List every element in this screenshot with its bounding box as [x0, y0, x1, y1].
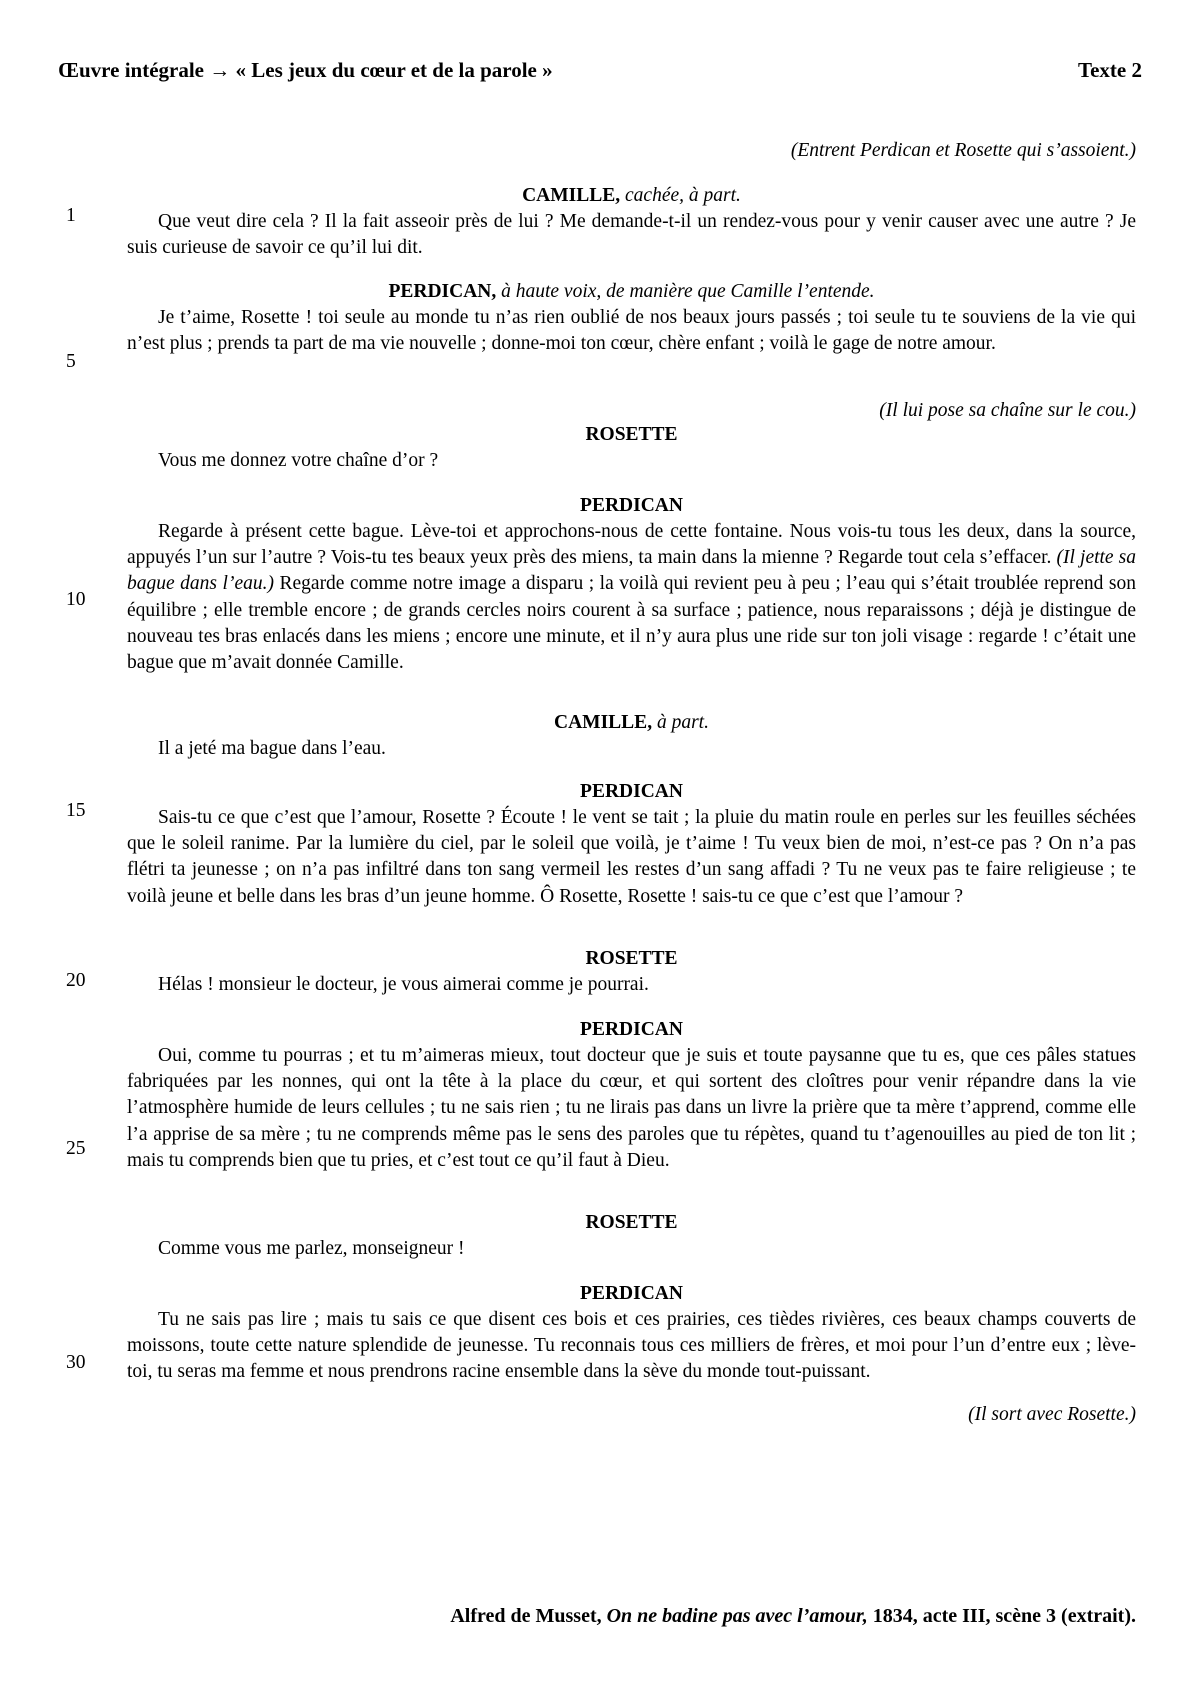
- source-work: On ne badine pas avec l’amour,: [606, 1605, 868, 1627]
- speaker-name: PERDICAN: [580, 1283, 683, 1304]
- speaker-name: ROSETTE: [585, 948, 678, 969]
- speaker-name: CAMILLE, cachée, à part.: [522, 185, 741, 206]
- line-number: 5: [66, 351, 76, 372]
- source-details: 1834, acte III, scène 3 (extrait).: [872, 1605, 1136, 1627]
- dialogue-text: Sais-tu ce que c’est que l’amour, Rosette ? Écoute ! le vent se tait ; la pluie du matin roule en perles sur les feuilles séchées que le soleil ranime. Par la lumière du ciel, par le soleil que voilà, je t’aime ! Tu veux bien de moi, n’est-ce pas ? On n’a pas flétri ta jeunesse ; on n’a pas infiltré dans ton sang vermeil les restes d’un sang affadi ? Tu ne veux pas te faire religieuse ; te voilà jeune et belle dans les bras d’un jeune homme. Ô Rosette, Rosette ! sais-tu ce que c’est que l’amour ?: [127, 807, 1136, 907]
- dialogue-block: [127, 279, 1136, 357]
- dialogue-text: Hélas ! monsieur le docteur, je vous aimerai comme je pourrai.: [158, 974, 649, 995]
- stage-direction: (Il sort avec Rosette.): [968, 1404, 1136, 1425]
- line-number: 1: [66, 205, 76, 226]
- stage-direction: (Entrent Perdican et Rosette qui s’assoient.): [790, 140, 1136, 161]
- line-number: 25: [66, 1138, 86, 1159]
- dialogue-text: Vous me donnez votre chaîne d’or ?: [158, 450, 439, 471]
- inline-stage-direction: (Il jette sa bague dans l’eau.): [127, 547, 1137, 595]
- dialogue-text: Que veut dire cela ? Il la fait asseoir près de lui ? Me demande-t-il un rendez-vous pour y venir causer avec une autre ? Je suis curieuse de savoir ce qu’il lui dit.: [127, 211, 1136, 259]
- source-author: Alfred de Musset,: [450, 1605, 602, 1627]
- speaker-name: ROSETTE: [585, 1212, 678, 1233]
- dialogue-text: Regarde à présent cette bague. Lève-toi et approchons-nous de cette fontaine. Nous vois-tu tous les deux, dans la source, appuyés l’un sur l’autre ? Vois-tu tes beaux yeux près des miens, ta main dans la mienne ? Regarde tout cela s’effacer. (Il jette sa bague dans l’eau.) Regarde comme notre image a disparu ; la voilà qui revient peu à peu ; l’eau qui s’était troublée reprend son équilibre ; elle tremble encore ; de grands cercles noirs courent à sa surface ; patience, nous reparaissons ; déjà je distingue de nouveau tes bras enlacés dans les miens ; encore une minute, et il n’y aura plus une ride sur ton joli visage : regarde ! c’était une bague que m’avait donnée Camille.: [127, 521, 1137, 674]
- page-title: Œuvre intégrale → « Les jeux du cœur et de la parole »: [58, 58, 553, 82]
- speaker-name: PERDICAN: [580, 495, 683, 516]
- speaker-name: PERDICAN: [580, 781, 683, 802]
- line-number: 30: [66, 1352, 86, 1373]
- source-citation: [450, 1605, 1136, 1628]
- dialogue-block: [127, 779, 1136, 910]
- dialogue-text: Comme vous me parlez, monseigneur !: [158, 1238, 465, 1259]
- dialogue-block: [127, 1017, 1136, 1174]
- dialogue-text: Oui, comme tu pourras ; et tu m’aimeras mieux, tout docteur que je suis et toute paysanne que tu es, que ces pâles statues fabriquées par les nonnes, qui ont la tête à la place du cœur, et qui sortent des cloîtres pour venir répandre dans la vie l’atmosphère humide de leurs cellules ; tu ne sais rien ; tu ne lirais pas dans un livre la prière que ta mère t’apprend, comme elle l’a apprise de sa mère ; tu ne comprends même pas le sens des paroles que tu répètes, quand tu t’agenouilles au pied de ton lit ; mais tu comprends bien que tu pries, et c’est tout ce qu’il faut à Dieu.: [127, 1045, 1136, 1171]
- dialogue-text: Tu ne sais pas lire ; mais tu sais ce que disent ces bois et ces prairies, ces tièdes rivières, ces beaux champs couverts de moissons, toute cette nature splendide de jeunesse. Tu reconnais tous ces milliers de frères, et moi pour l’un d’entre eux ; lève-toi, tu seras ma femme et nous prendrons racine ensemble dans la sève du monde tout-puissant.: [127, 1309, 1136, 1383]
- speaker-name: PERDICAN, à haute voix, de manière que Camille l’entende.: [388, 281, 875, 302]
- dialogue-block: [127, 710, 1136, 762]
- dialogue-text: Je t’aime, Rosette ! toi seule au monde tu n’as rien oublié de nos beaux jours passés ; toi seule tu te souviens de la vie qui n’est plus ; prends ta part de ma vie nouvelle ; donne-moi ton cœur, chère enfant ; voilà le gage de notre amour.: [127, 307, 1136, 355]
- text-label: Texte 2: [1078, 58, 1142, 82]
- stage-direction: (Il lui pose sa chaîne sur le cou.): [879, 400, 1136, 421]
- dialogue-block: [127, 183, 1136, 261]
- speaker-name: PERDICAN: [580, 1019, 683, 1040]
- line-number: 15: [66, 800, 86, 821]
- dialogue-block: [127, 1210, 1136, 1262]
- line-number: 10: [66, 589, 86, 610]
- dialogue-block: [127, 1281, 1136, 1386]
- dialogue-block: [127, 946, 1136, 998]
- dialogue-block: [127, 422, 1136, 474]
- dialogue-block: [127, 493, 1136, 676]
- speaker-name: ROSETTE: [585, 424, 678, 445]
- dialogue-text: Il a jeté ma bague dans l’eau.: [158, 738, 386, 759]
- page-header: [58, 58, 1142, 83]
- speaker-name: CAMILLE, à part.: [554, 712, 709, 733]
- line-number: 20: [66, 970, 86, 991]
